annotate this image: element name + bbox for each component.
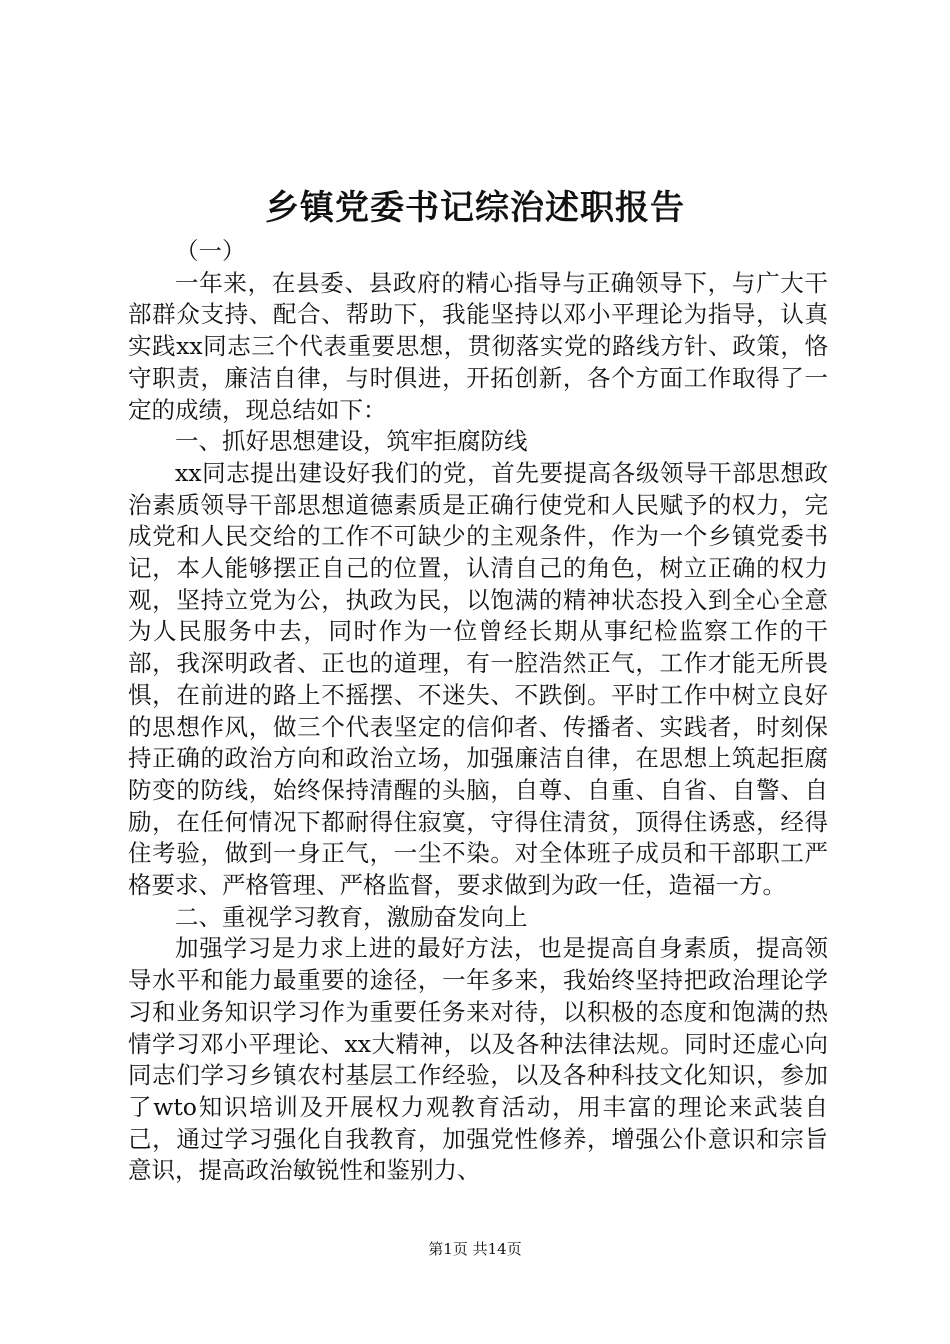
- section-paragraph-1: xx同志提出建设好我们的党，首先要提高各级领导干部思想政治素质领导干部思想道德素质是正确行使党和人民赋予的权力，完成党和人民交给的工作不可缺少的主观条件，作为一个乡镇党委书记，本人能够摆正自己的位置，认清自己的角色，树立正确的权力观，坚持立党为公，执政为民，以饱满的精神状态投入到全心全意为人民服务中去，同时作为一位曾经长期从事纪检监察工作的干部，我深明政者、正也的道理，有一腔浩然正气，工作才能无所畏惧，在前进的路上不摇摆、不迷失、不跌倒。平时工作中树立良好的思想作风，做三个代表坚定的信仰者、传播者、实践者，时刻保持正确的政治方向和政治立场，加强廉洁自律，在思想上筑起拒腐防变的防线，始终保持清醒的头脑，自尊、自重、自省、自警、自励，在任何情况下都耐得住寂寞，守得住清贫，顶得住诱惑，经得住考验，做到一身正气，一尘不染。对全体班子成员和干部职工严格要求、严格管理、严格监督，要求做到为政一任，造福一方。: [128, 458, 828, 900]
- document-title: 乡镇党委书记综治述职报告: [265, 188, 685, 228]
- intro-paragraph: 一年来，在县委、县政府的精心指导与正确领导下，与广大干部群众支持、配合、帮助下，我能坚持以邓小平理论为指导，认真实践xx同志三个代表重要思想，贯彻落实党的路线方针、政策，恪守职责，廉洁自律，与时俱进，开拓创新，各个方面工作取得了一定的成绩，现总结如下：: [128, 268, 828, 424]
- document-body: [128, 236, 828, 1187]
- section-number: （一）: [175, 237, 246, 265]
- page-footer: 第1页 共14页: [428, 1240, 522, 1258]
- section-paragraph-2: 加强学习是力求上进的最好方法，也是提高自身素质，提高领导水平和能力最重要的途径，一年多来，我始终坚持把政治理论学习和业务知识学习作为重要任务来对待，以积极的态度和饱满的热情学习邓小平理论、xx大精神，以及各种法律法规。同时还虚心向同志们学习乡镇农村基层工作经验，以及各种科技文化知识，参加了wto知识培训及开展权力观教育活动，用丰富的理论来武装自己，通过学习强化自我教育，加强党性修养，增强公仆意识和宗旨意识，提高政治敏锐性和鉴别力、: [128, 934, 828, 1185]
- section-heading-2: 二、重视学习教育，激励奋发向上: [175, 902, 528, 931]
- section-heading-1: 一、抓好思想建设，筑牢拒腐防线: [175, 427, 528, 456]
